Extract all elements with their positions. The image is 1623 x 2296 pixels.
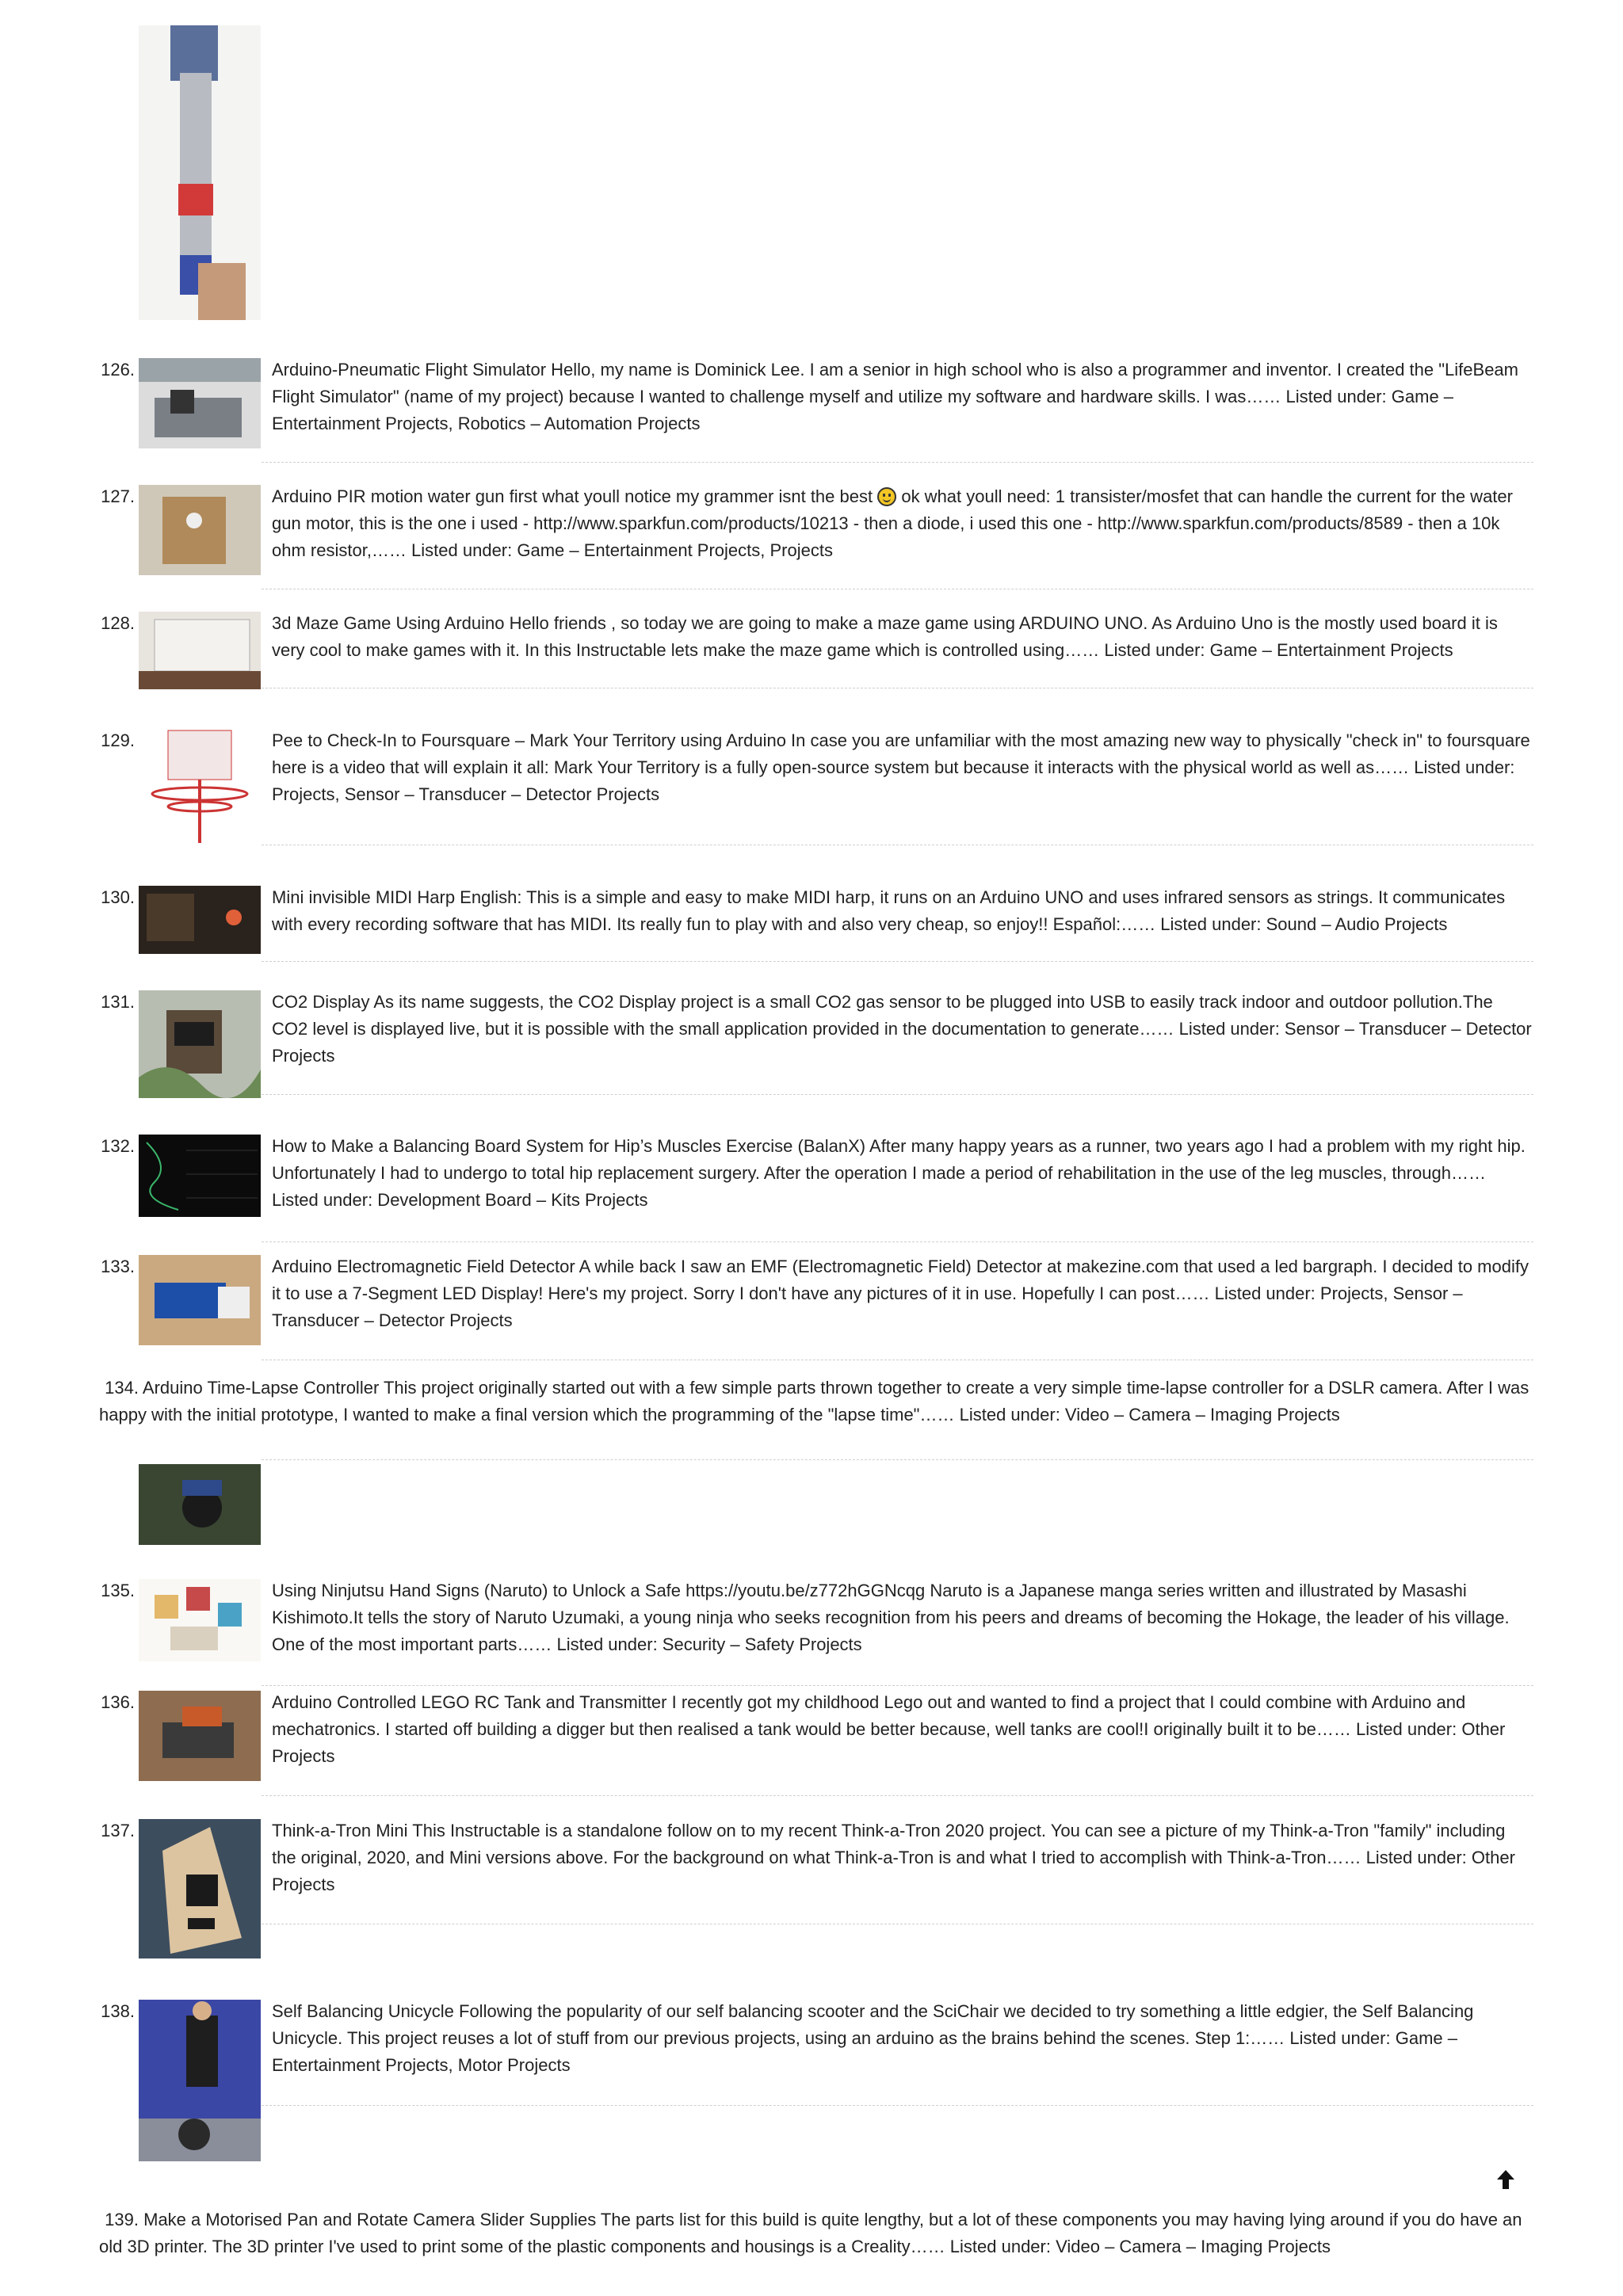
arrow-up-icon[interactable] [1495, 2168, 1517, 2191]
divider [262, 1241, 1533, 1242]
item-number: 128. [101, 613, 135, 633]
project-thumbnail[interactable] [139, 990, 261, 1098]
item-text[interactable]: Using Ninjutsu Hand Signs (Naruto) to Unlock a Safe https://youtu.be/z772hGGNcqg Naruto is a Japanese manga series written and illustrated by Masashi Kishimoto.It tells the story of Naruto Uzumaki, a young ninja who seeks recognition from his peers and dreams of becoming the Hokage, the leader of his village. One of the most important parts…… Listed under: Security – Safety Projects [272, 1581, 1510, 1654]
item-text[interactable]: Arduino Electromagnetic Field Detector A while back I saw an EMF (Electromagnetic Field) Detector at makezine.com that used a led bargraph. I decided to modify it to use a 7-Segment LED Display! Here's my project. Sorry I don't have any pictures of it in use. Hopefully I can post…… Listed under: Projects, Sensor – Transducer – Detector Projects [272, 1257, 1529, 1330]
project-thumbnail[interactable] [139, 1255, 261, 1345]
item-text[interactable]: Arduino-Pneumatic Flight Simulator Hello, my name is Dominick Lee. I am a senior in high school who is also a programmer and inventor. I created the "LifeBeam Flight Simulator" (name of my project) because I wanted to challenge myself and utilize my software and hardware skills. I was…… Listed under: Game – Entertainment Projects, Robotics – Automation Projects [272, 360, 1518, 433]
item-number: 132. [101, 1136, 135, 1156]
project-thumbnail[interactable] [139, 1579, 261, 1661]
item-text[interactable]: Arduino Controlled LEGO RC Tank and Transmitter I recently got my childhood Lego out and wanted to find a project that I could combine with Arduino and mechatronics. I started off building a digger but then realised a tank would be better because, well tanks are cool!I originally built it to be…… Listed under: Other Projects [272, 1692, 1506, 1766]
item-number: 137. [101, 1821, 135, 1840]
item-text[interactable]: How to Make a Balancing Board System for Hip’s Muscles Exercise (BalanX) After many happy years as a runner, two years ago I had a problem with my right hip. Unfortunately I had to undergo to total hip replacement surgery. After the operation I made a period of rehabilitation in the use of the leg muscles, through…… Listed under: Development Board – Kits Projects [272, 1136, 1526, 1210]
project-thumbnail[interactable] [139, 485, 261, 575]
item-text[interactable]: Think-a-Tron Mini This Instructable is a standalone follow on to my recent Think-a-Tron 2020 project. You can see a picture of my Think-a-Tron "family" including the original, 2020, and Mini versions above. For the background on what Think-a-Tron is and what I tried to accomplish with Think-a-Tron…… Listed under: Other Projects [272, 1821, 1515, 1894]
item-number: 127. [101, 486, 135, 506]
item-number: 136. [101, 1692, 135, 1712]
item-number: 138. [101, 2001, 135, 2021]
project-thumbnail[interactable] [139, 1691, 261, 1781]
divider [262, 1459, 1533, 1460]
item-number: 134. [105, 1378, 139, 1398]
divider [262, 2105, 1533, 2106]
item-text[interactable] [99, 2206, 1533, 2260]
divider [262, 961, 1533, 962]
item-number: 135. [101, 1581, 135, 1600]
item-number: 126. [101, 360, 135, 379]
project-thumbnail[interactable] [139, 25, 261, 320]
item-text-body: Arduino Time-Lapse Controller This project originally started out with a few simple parts thrown together to create a very simple time-lapse controller for a DSLR camera. After I was happy with the initial prototype, I wanted to make a final version which the programming of the "lapse time"…… Listed under: Video – Camera – Imaging Projects [99, 1378, 1529, 1425]
project-thumbnail[interactable] [139, 1819, 261, 1958]
divider [262, 1094, 1533, 1095]
project-thumbnail[interactable] [139, 729, 261, 843]
item-text[interactable]: Self Balancing Unicycle Following the popularity of our self balancing scooter and the SciChair we decided to try something a little edgier, the Self Balancing Unicycle. This project reuses a lot of stuff from our previous projects, using an arduino as the brains behind the scenes. Step 1:…… Listed under: Game – Entertainment Projects, Motor Projects [272, 2001, 1474, 2075]
item-number: 131. [101, 992, 135, 1012]
project-thumbnail[interactable] [139, 358, 261, 448]
item-number: 139. [105, 2210, 139, 2229]
project-thumbnail[interactable] [139, 886, 261, 954]
item-text[interactable]: Mini invisible MIDI Harp English: This is a simple and easy to make MIDI harp, it runs on an Arduino UNO and uses infrared sensors as strings. It communicates with every recording software that has MIDI. Its really fun to play with and also very cheap, so enjoy!! Español:…… Listed under: Sound – Audio Projects [272, 887, 1506, 934]
item-number: 130. [101, 887, 135, 907]
item-text[interactable]: CO2 Display As its name suggests, the CO2 Display project is a small CO2 gas sensor to be plugged into USB to easily track indoor and outdoor pollution.The CO2 level is displayed live, but it is possible with the small application provided in the documentation to generate…… Listed under: Sensor – Transducer – Detector Projects [272, 992, 1532, 1066]
item-number: 129. [101, 730, 135, 750]
project-thumbnail[interactable] [139, 612, 261, 689]
item-number: 133. [101, 1257, 135, 1276]
item-text[interactable] [99, 1375, 1533, 1428]
project-thumbnail[interactable] [139, 1464, 261, 1545]
divider [262, 462, 1533, 463]
item-text[interactable]: 3d Maze Game Using Arduino Hello friends , so today we are going to make a maze game using ARDUINO UNO. As Arduino Uno is the mostly used board it is very cool to make games with it. In this Instructable lets make the maze game which is controlled using…… Listed under: Game – Entertainment Projects [272, 613, 1498, 660]
smiley-emoji-icon [877, 487, 896, 506]
project-thumbnail[interactable] [139, 1135, 261, 1217]
item-text-part: Arduino PIR motion water gun first what youll notice my grammer isnt the best [272, 486, 878, 506]
item-text[interactable]: Pee to Check-In to Foursquare – Mark Your Territory using Arduino In case you are unfamiliar with the most amazing new way to physically "check in" to foursquare here is a video that will explain it all: Mark Your Territory is a fully open-source system but because it interacts with the physical world as well as…… Listed under: Projects, Sensor – Transducer – Detector Projects [272, 730, 1530, 804]
item-text-part: ok what youll need: 1 transister/mosfet that can handle the current for the water gun motor, this is the one i used - http://www.sparkfun.com/products/10213 - then a diode, i used this one - http://www.sparkfun.com/products/8589 - then a 10k ohm resistor,…… Listed under: Game – Entertainment Projects, Projects [272, 486, 1513, 560]
item-text-body: Make a Motorised Pan and Rotate Camera Slider Supplies The parts list for this build is quite lengthy, but a lot of these components you may having lying around if you do have an old 3D printer. The 3D printer I've used to print some of the plastic components and housings is a Creality…… Listed under: Video – Camera – Imaging Projects [99, 2210, 1522, 2256]
item-text[interactable] [272, 483, 1532, 564]
project-thumbnail[interactable] [139, 2000, 261, 2161]
divider [262, 1795, 1533, 1796]
divider [262, 1685, 1533, 1686]
